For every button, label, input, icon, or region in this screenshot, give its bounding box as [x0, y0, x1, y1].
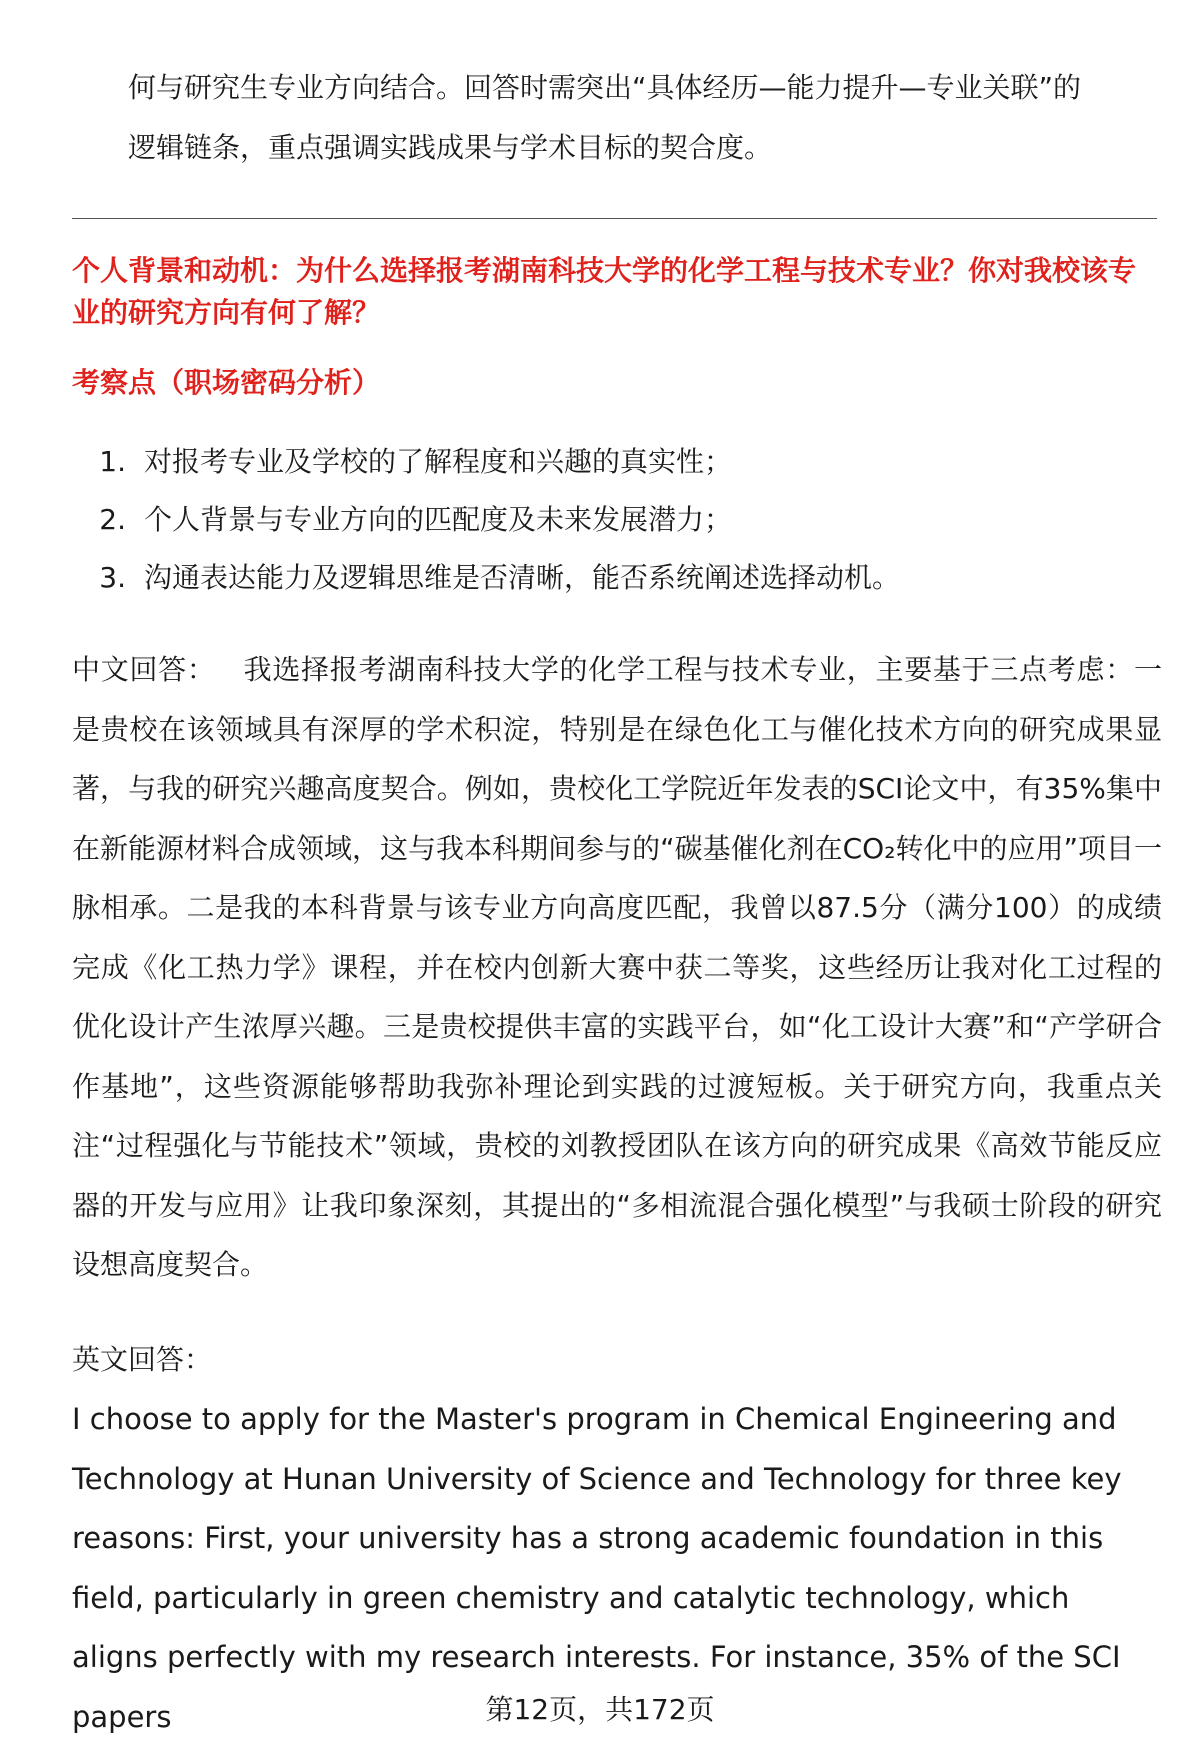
chinese-answer	[72, 640, 1162, 1295]
section-divider	[72, 218, 1157, 219]
list-item	[72, 491, 1152, 549]
assessment-points-list	[72, 433, 1152, 607]
list-item-text: 个人背景与专业方向的匹配度及未来发展潜力；	[144, 503, 733, 536]
assessment-points-heading: 考察点（职场密码分析）	[72, 366, 381, 399]
list-item-number: 2.	[99, 503, 126, 536]
intro-continuation: 何与研究生专业方向结合。回答时需突出“具体经历—能力提升—专业关联”的逻辑链条，重点强调实践成果与学术目标的契合度。	[128, 71, 1082, 164]
chinese-answer-text: 我选择报考湖南科技大学的化学工程与技术专业，主要基于三点考虑：一是贵校在该领域具有深厚的学术积淀，特别是在绿色化工与催化技术方向的研究成果显著，与我的研究兴趣高度契合。例如，贵校化工学院近年发表的SCI论文中，有35%集中在新能源材料合成领域，这与我本科期间参与的“碳基催化剂在CO₂转化中的应用”项目一脉相承。二是我的本科背景与该专业方向高度匹配，我曾以87.5分（满分100）的成绩完成《化工热力学》课程，并在校内创新大赛中获二等奖，这些经历让我对化工过程的优化设计产生浓厚兴趣。三是贵校提供丰富的实践平台，如“化工设计大赛”和“产学研合作基地”，这些资源能够帮助我弥补理论到实践的过渡短板。关于研究方向，我重点关注“过程强化与节能技术”领域，贵校的刘教授团队在该方向的研究成果《高效节能反应器的开发与应用》让我印象深刻，其提出的“多相流混合强化模型”与我硕士阶段的研究设想高度契合。	[72, 653, 1162, 1281]
english-answer-label: 英文回答：	[72, 1343, 213, 1376]
page-number: 第12页，共172页	[485, 1693, 715, 1726]
english-answer-text: I choose to apply for the Master's program in Chemical Engineering and Technology at Hunan University of Science and Technology for three key reasons: First, your university has a strong academic foundation in this field, particularly in green chemistry and catalytic technology, which aligns perfectly with my research interests. For instance, 35% of the SCI papers	[72, 1402, 1122, 1734]
list-item-text: 沟通表达能力及逻辑思维是否清晰，能否系统阐述选择动机。	[144, 561, 901, 594]
list-item-text: 对报考专业及学校的了解程度和兴趣的真实性；	[144, 445, 733, 478]
question-title: 个人背景和动机：为什么选择报考湖南科技大学的化学工程与技术专业？你对我校该专业的研究方向有何了解？	[72, 254, 1137, 329]
list-item	[72, 433, 1152, 491]
list-item-number: 1.	[99, 445, 126, 478]
chinese-answer-label: 中文回答：	[72, 653, 216, 686]
list-item-number: 3.	[99, 561, 126, 594]
list-item	[72, 549, 1152, 607]
